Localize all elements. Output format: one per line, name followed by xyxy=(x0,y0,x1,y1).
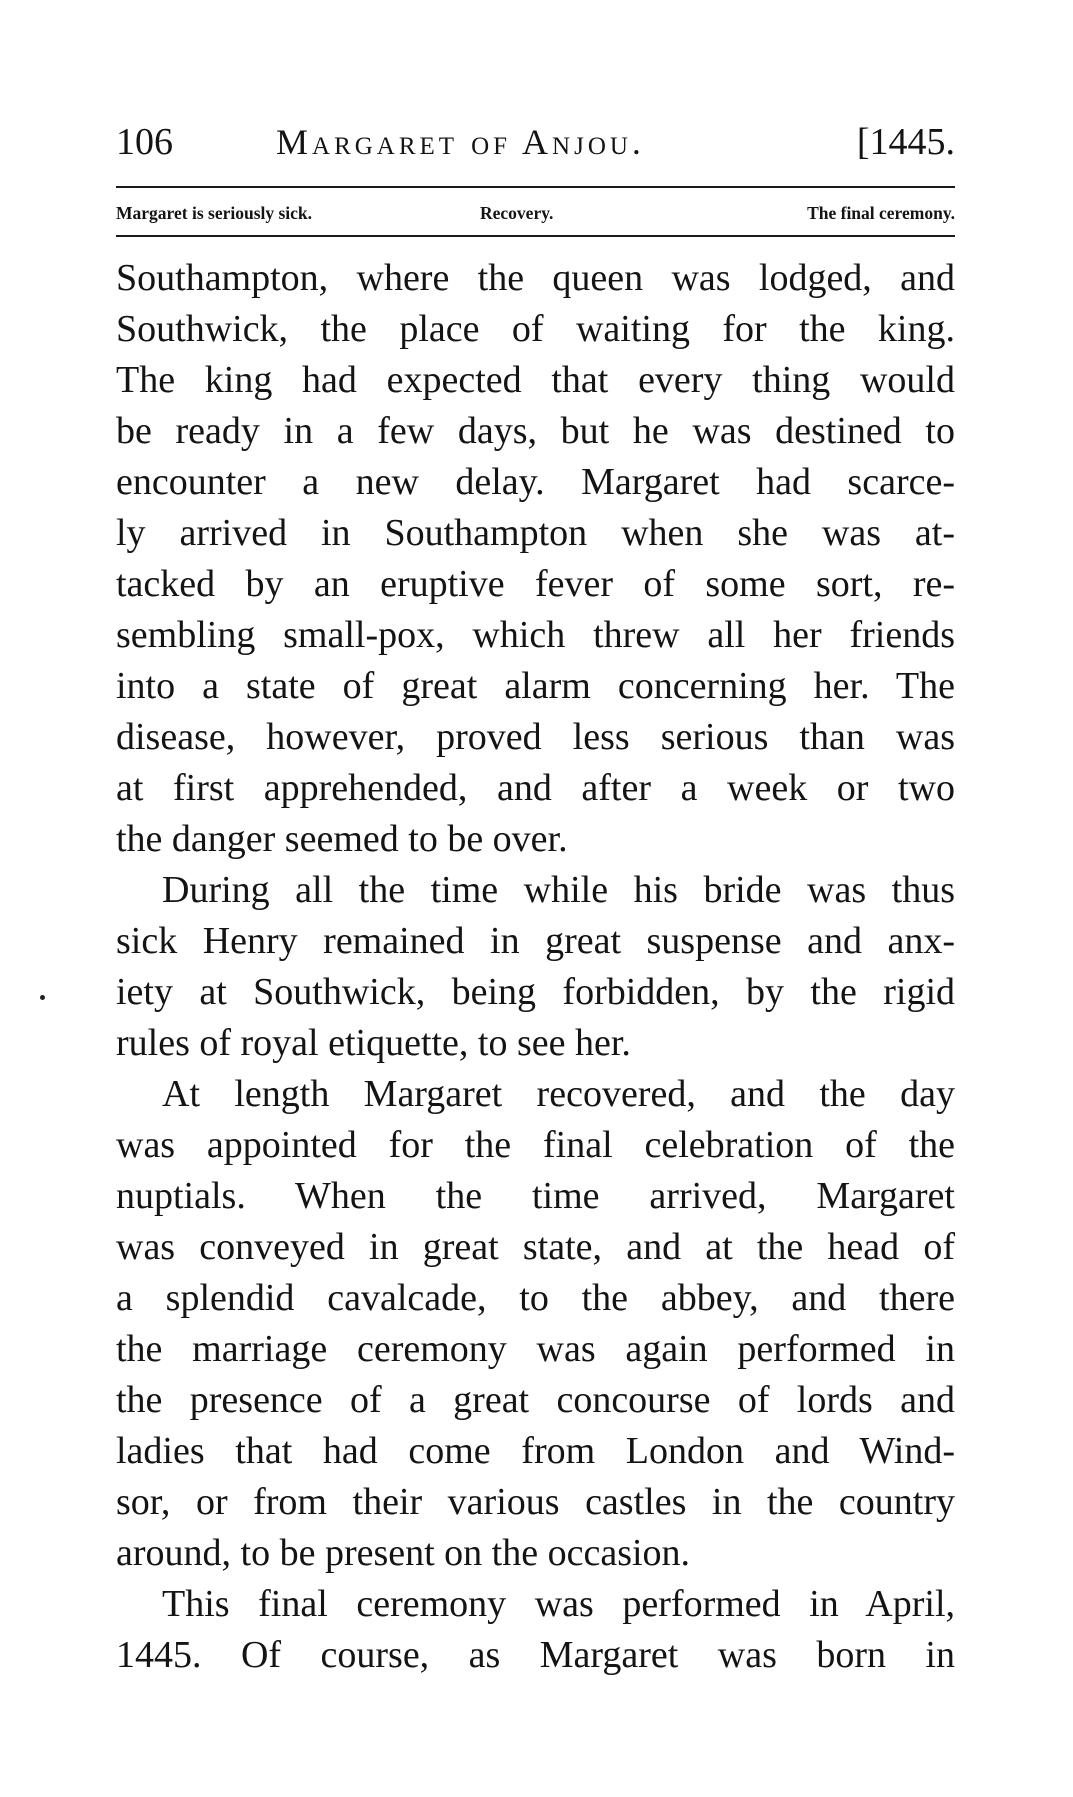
text-line: be ready in a few days, but he was destined to xyxy=(116,410,955,452)
header-rule-bottom xyxy=(116,235,955,237)
text-line: the marriage ceremony was again performed in xyxy=(116,1328,955,1370)
text-line: around, to be present on the occasion. xyxy=(116,1532,691,1574)
topic-ceremony: The final ceremony. xyxy=(807,203,955,223)
body-text xyxy=(116,253,955,1681)
text-line: sembling small-pox, which threw all her friends xyxy=(116,614,955,656)
running-title: Margaret of Anjou. xyxy=(276,122,645,162)
margin-speck xyxy=(40,995,45,1000)
topic-recovery: Recovery. xyxy=(480,203,554,223)
text-line: into a state of great alarm concerning her. The xyxy=(116,665,955,707)
text-line: at first apprehended, and after a week or two xyxy=(116,767,955,809)
text-line: Southwick, the place of waiting for the king. xyxy=(116,308,955,350)
text-line: iety at Southwick, being forbidden, by the rigid xyxy=(116,971,955,1013)
text-line: the presence of a great concourse of lords and xyxy=(116,1379,955,1421)
topic-summary xyxy=(116,196,955,230)
header-rule-top xyxy=(116,186,955,188)
text-line: During all the time while his bride was thus xyxy=(162,869,955,911)
text-line: was appointed for the final celebration of the xyxy=(116,1124,955,1166)
text-line: sor, or from their various castles in the country xyxy=(116,1481,955,1523)
text-line: sick Henry remained in great suspense and anx- xyxy=(116,920,955,962)
topic-sick: Margaret is seriously sick. xyxy=(116,203,313,223)
text-line: This final ceremony was performed in April, xyxy=(162,1583,955,1625)
text-line: tacked by an eruptive fever of some sort, re- xyxy=(116,563,955,605)
running-header xyxy=(116,118,955,166)
text-line: encounter a new delay. Margaret had scarce- xyxy=(116,461,955,503)
text-line: nuptials. When the time arrived, Margaret xyxy=(116,1175,955,1217)
text-line: disease, however, proved less serious than was xyxy=(116,716,955,758)
text-line: a splendid cavalcade, to the abbey, and there xyxy=(116,1277,955,1319)
text-line: ly arrived in Southampton when she was at- xyxy=(116,512,955,554)
page-number: 106 xyxy=(116,121,173,163)
header-year: [1445. xyxy=(856,121,955,163)
text-line: The king had expected that every thing would xyxy=(116,359,955,401)
text-line: At length Margaret recovered, and the day xyxy=(162,1073,955,1115)
text-line: ladies that had come from London and Wind- xyxy=(116,1430,955,1472)
text-line: Southampton, where the queen was lodged, and xyxy=(116,257,955,299)
text-line: rules of royal etiquette, to see her. xyxy=(116,1022,631,1064)
text-line: was conveyed in great state, and at the head of xyxy=(116,1226,955,1268)
text-line: 1445. Of course, as Margaret was born in xyxy=(116,1634,955,1676)
text-line: the danger seemed to be over. xyxy=(116,818,568,860)
